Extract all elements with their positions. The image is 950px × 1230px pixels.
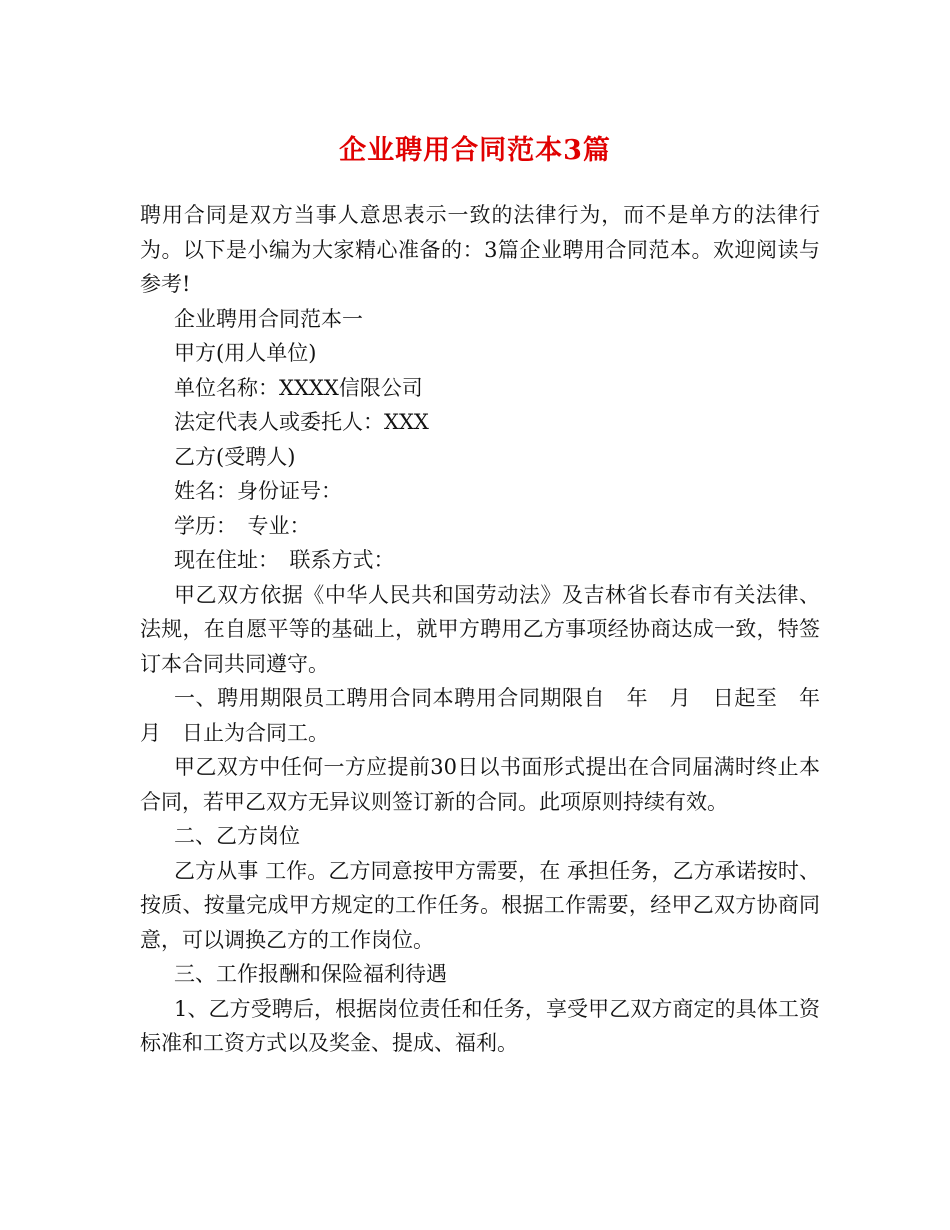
- term-paragraph: 一、聘用期限员工聘用合同本聘用合同期限自 年 月 日起至 年 月 日止为合同工。: [140, 686, 841, 745]
- address-contact-line: 现在住址： 联系方式：: [174, 548, 395, 572]
- education-major-line: 学历： 专业：: [174, 513, 311, 538]
- document-title: 企业聘用合同范本3篇: [339, 135, 611, 166]
- intro-paragraph: 聘用合同是双方当事人意思表示一致的法律行为，而不是单方的法律行为。以下是小编为大家精心准备的：3篇企业聘用合同范本。欢迎阅读与参考!: [140, 203, 820, 296]
- compensation-paragraph: 1、乙方受聘后，根据岗位责任和任务，享受甲乙双方商定的具体工资标准和工资方式以及奖金、提成、福利。: [140, 996, 820, 1055]
- company-name-line: 单位名称：XXXX信限公司: [174, 375, 423, 400]
- name-id-line: 姓名：身份证号：: [174, 479, 342, 503]
- compensation-heading: 三、工作报酬和保险福利待遇: [174, 962, 447, 986]
- section-heading: 企业聘用合同范本一: [174, 306, 363, 331]
- agreement-paragraph: 甲乙双方依据《中华人民共和国劳动法》及吉林省长春市有关法律、法规，在自愿平等的基础上，就甲方聘用乙方事项经协商达成一致，特签订本合同共同遵守。: [140, 582, 820, 676]
- party-a-label: 甲方(用人单位): [174, 341, 317, 365]
- party-b-label: 乙方(受聘人): [174, 444, 296, 469]
- position-heading: 二、乙方岗位: [174, 824, 300, 848]
- position-paragraph: 乙方从事 工作。乙方同意按甲方需要，在 承担任务，乙方承诺按时、按质、按量完成甲方规定的工作任务。根据工作需要，经甲乙双方协商同意，可以调换乙方的工作岗位。: [140, 858, 820, 952]
- document-body: [140, 198, 841, 1061]
- termination-paragraph: 甲乙双方中任何一方应提前30日以书面形式提出在合同届满时终止本合同，若甲乙双方无异议则签订新的合同。此项原则持续有效。: [140, 755, 820, 814]
- legal-representative-line: 法定代表人或委托人：XXX: [174, 410, 429, 434]
